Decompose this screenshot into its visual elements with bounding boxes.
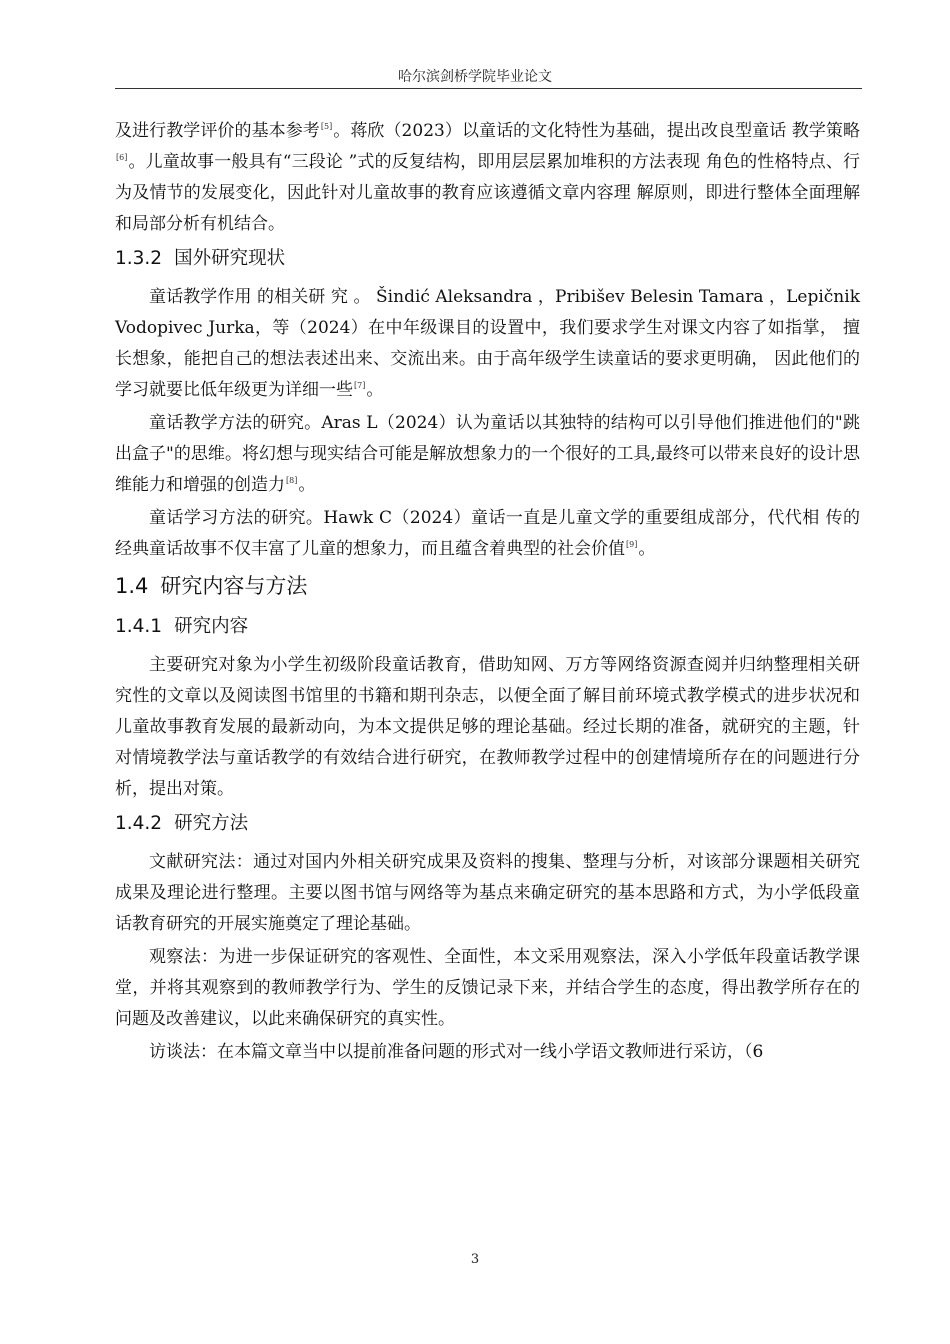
section-heading-1-3-2: 1.3.2 国外研究现状 — [115, 248, 286, 269]
section-heading-1-4-1: 1.4.1 研究内容 — [115, 616, 249, 637]
header-divider — [115, 88, 862, 89]
body-content — [115, 116, 860, 1070]
citation-6[interactable]: [6] — [116, 153, 128, 162]
paragraph-research-content: 主要研究对象为小学生初级阶段童话教育，借助知网、万方等网络资源查阅并归纳整理相关研究性的文章以及阅读图书馆里的书籍和期刊杂志，以便全面了解目前环境式教学模式的进步状况和儿童故事教育发展的最新动向，为本文提供足够的理论基础。经过长期的准备，就研究的主题，针对情境教学法与童话教学的有效结合进行研究，在教师教学过程中的创建情境所存在的问题进行分析，提出对策。 — [115, 655, 860, 799]
paragraph-literature-method: 文献研究法：通过对国内外相关研究成果及资料的搜集、整理与分析，对该部分课题相关研究成果及理论进行整理。主要以图书馆与网络等为基点来确定研究的基本思路和方式，为小学低段童话教育研究的开展实施奠定了理论基础。 — [115, 852, 860, 934]
page-number: 3 — [470, 1252, 480, 1267]
citation-8[interactable]: [8] — [286, 476, 298, 485]
paragraph-observation-method: 观察法：为进一步保证研究的客观性、全面性，本文采用观察法，深入小学低年段童话教学课堂，并将其观察到的教师教学行为、学生的反馈记录下来，并结合学生的态度，得出教学所存在的问题及改善建议，以此来确保研究的真实性。 — [115, 947, 860, 1029]
running-header: 哈尔滨剑桥学院毕业论文 — [398, 69, 552, 85]
citation-7[interactable]: [7] — [354, 381, 366, 390]
section-heading-1-4-2: 1.4.2 研究方法 — [115, 813, 249, 834]
paragraph-learning-methods: 童话学习方法的研究。Hawk C（2024）童话一直是儿童文学的重要组成部分，代代相 传的经典童话故事不仅丰富了儿童的想象力，而且蕴含着典型的社会价值[9]。 — [115, 508, 860, 559]
citation-5[interactable]: [5] — [320, 122, 333, 131]
paragraph-domestic-continued: 及进行教学评价的基本参考[5]。蒋欣（2023）以童话的文化特性为基础，提出改良型童话 教学策略[6]。儿童故事一般具有“三段论 ”式的反复结构，即用层层累加堆积的方法表现 角色的性格特点、行为及情节的发展变化，因此针对儿童故事的教育应该遵循文章内容理 解原则，即进行整体全面理解和局部分析有机结合。 — [115, 121, 861, 234]
paragraph-interview-method: 访谈法：在本篇文章当中以提前准备问题的形式对一线小学语文教师进行采访，（6 — [149, 1042, 764, 1062]
paragraph-fairy-tale-role: 童话教学作用 的相关研 究 。 Šindić Aleksandra ，Pribišev Belesin Tamara ，Lepičnik Vodopivec Jurka，等（2024）在中年级课目的设置中，我们要求学生对课文内容了如指掌， 擅长想象，能把自己的想法表述出来、交流出来。由于高年级学生读童话的要求更明确， 因此他们的学习就要比低年级更为详细一些[7]。 — [115, 287, 860, 400]
section-heading-1-4: 1.4 研究内容与方法 — [115, 574, 308, 598]
citation-9[interactable]: [9] — [626, 540, 638, 549]
paragraph-teaching-methods: 童话教学方法的研究。Aras L（2024）认为童话以其独特的结构可以引导他们推进他们的"跳出盒子"的思维。将幻想与现实结合可能是解放想象力的一个很好的工具,最终可以带来良好的设计思维能力和增强的创造力[8]。 — [115, 413, 860, 495]
